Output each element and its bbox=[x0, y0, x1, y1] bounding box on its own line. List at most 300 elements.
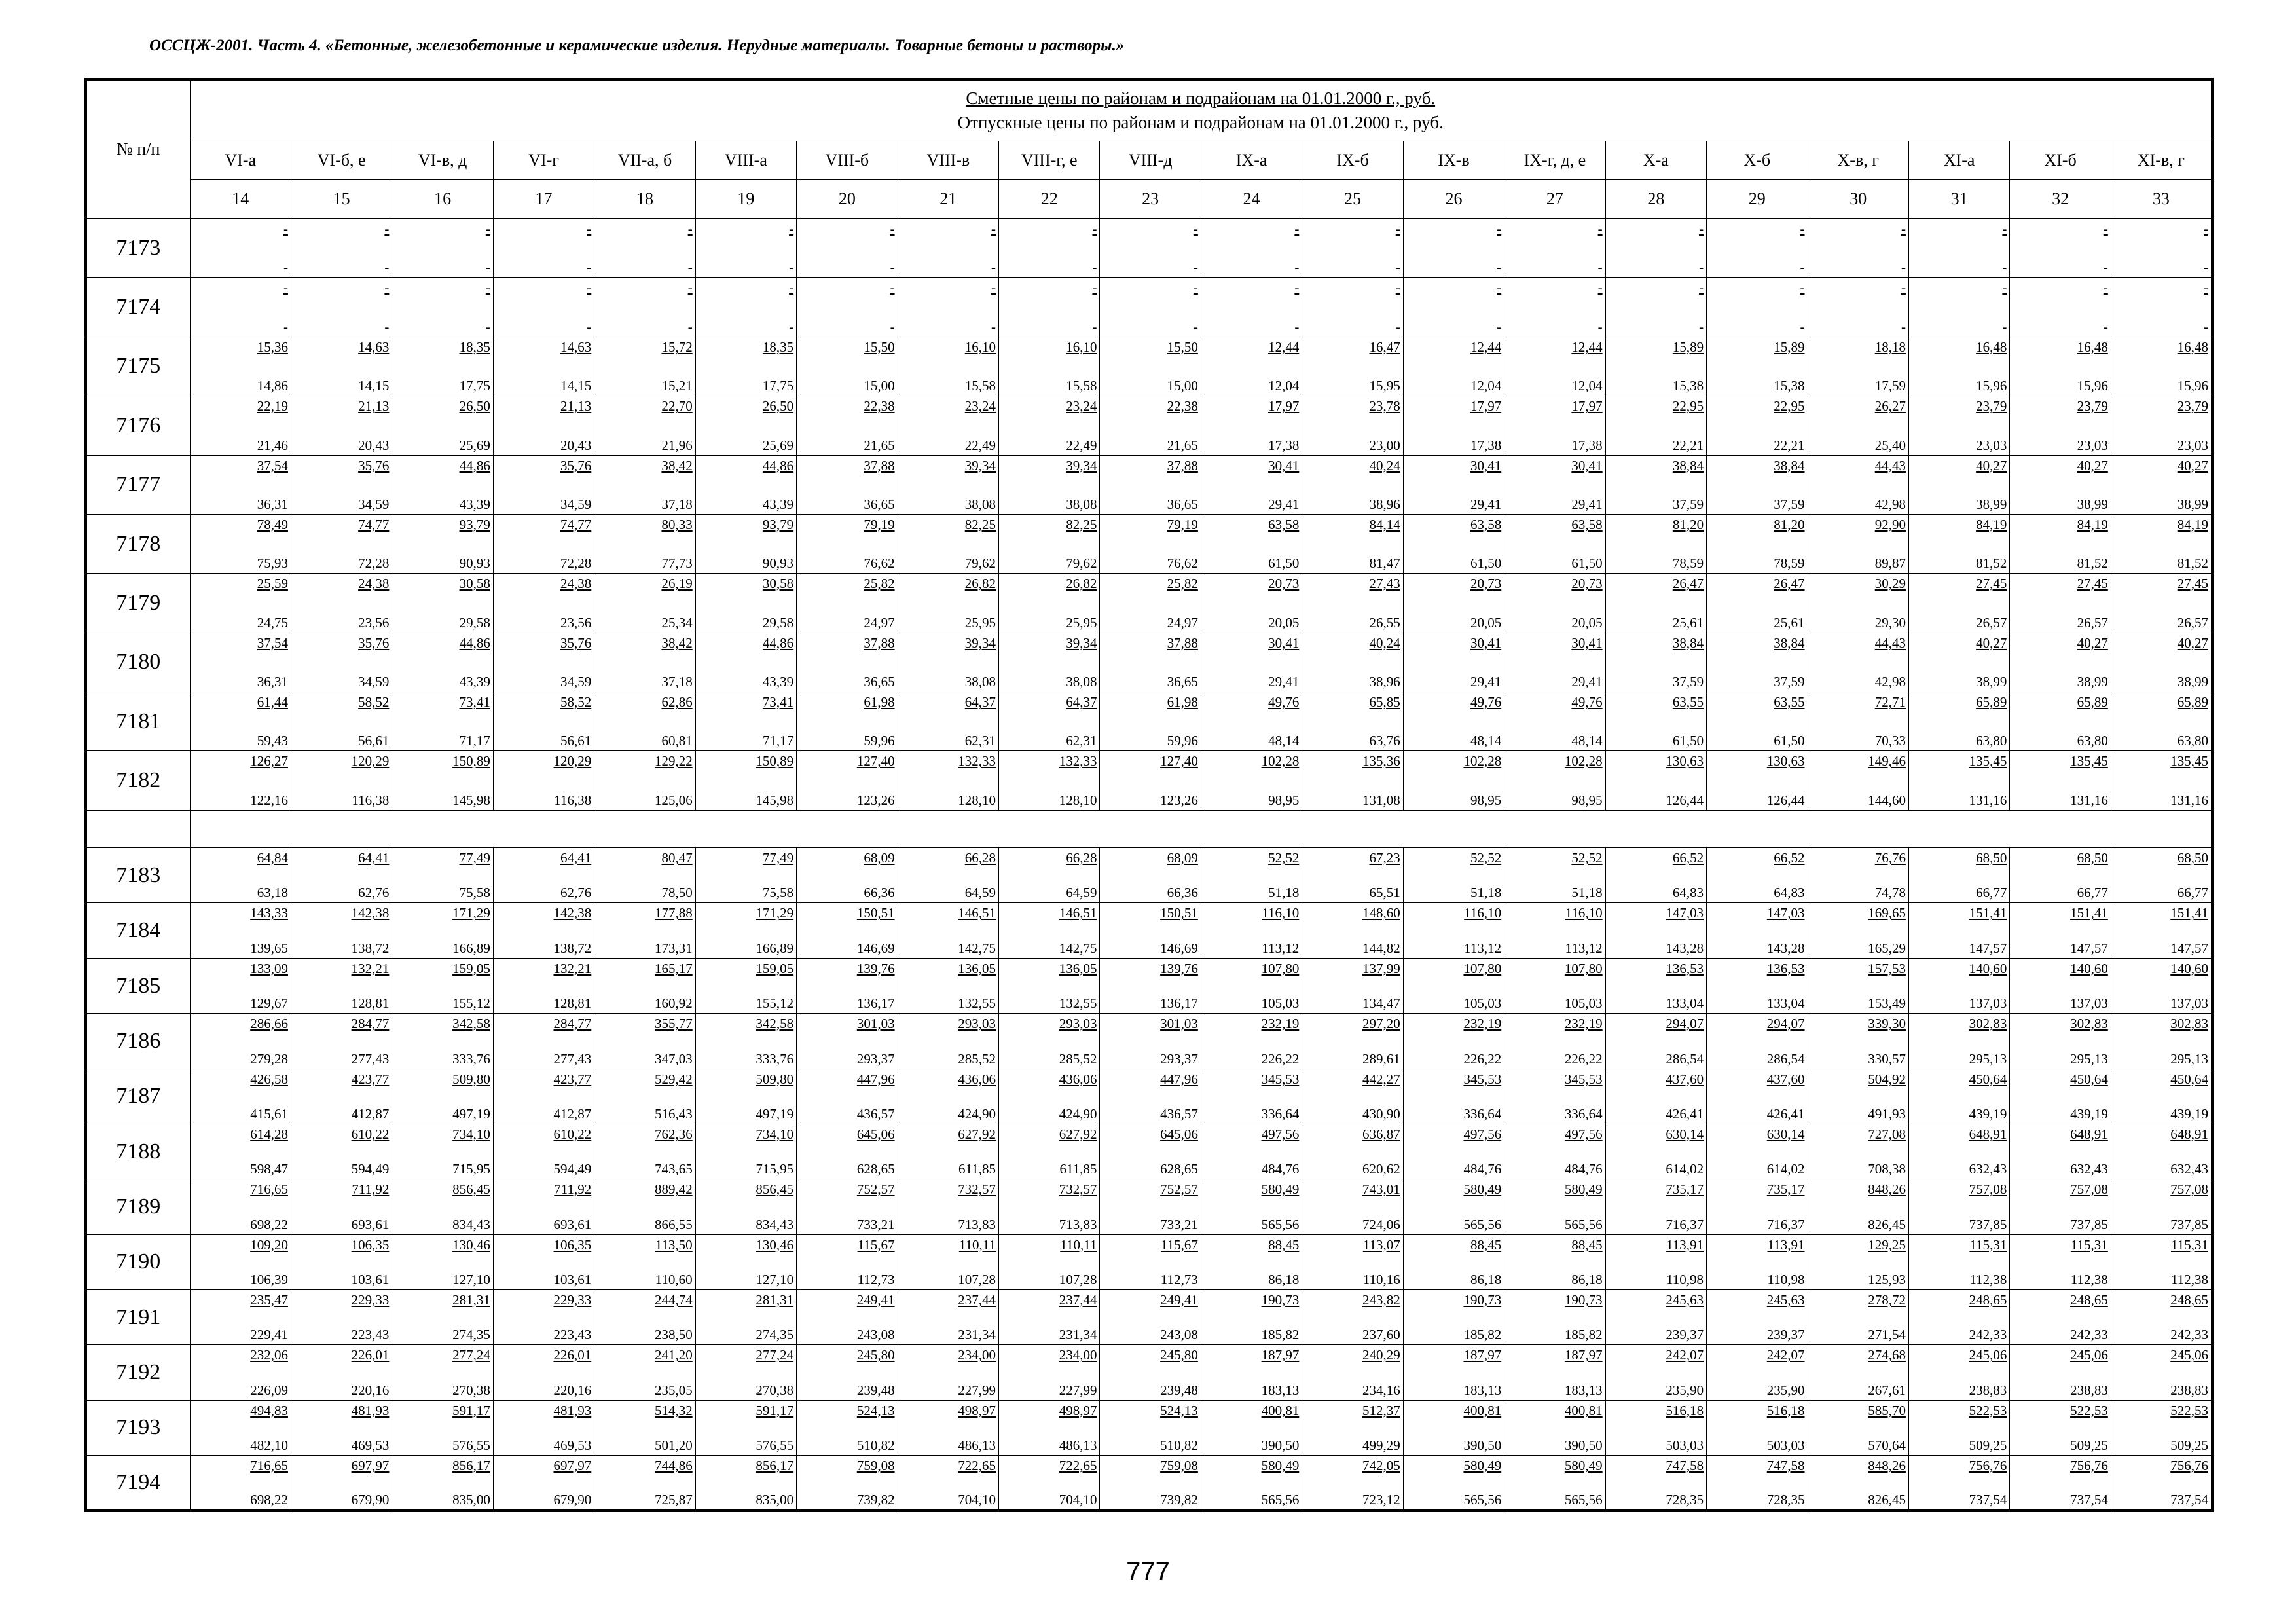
release-price: 835,00 bbox=[452, 1492, 490, 1507]
release-price: 37,59 bbox=[1774, 674, 1805, 690]
release-price: 486,13 bbox=[1059, 1437, 1097, 1454]
estimated-price: 113,07 bbox=[1362, 1236, 1400, 1253]
release-price: 390,50 bbox=[1261, 1437, 1300, 1454]
release-price: 23,56 bbox=[358, 614, 390, 631]
estimated-price: 610,22 bbox=[553, 1126, 592, 1142]
estimated-price: 648,91 bbox=[2070, 1126, 2108, 1142]
estimated-price: 15,72 bbox=[661, 339, 693, 355]
estimated-price: 25,59 bbox=[257, 576, 288, 592]
price-cell bbox=[695, 633, 796, 692]
estimated-price: 23,24 bbox=[1066, 398, 1097, 415]
release-price: 267,61 bbox=[1868, 1382, 1906, 1398]
price-cell bbox=[999, 903, 1100, 958]
price-cell bbox=[1707, 1014, 1808, 1069]
price-cell bbox=[1808, 1456, 1908, 1511]
price-cell bbox=[392, 278, 493, 337]
price-cell bbox=[594, 219, 695, 278]
price-cell bbox=[898, 903, 998, 958]
estimated-price: 63,58 bbox=[1571, 516, 1603, 532]
estimated-price: 302,83 bbox=[2170, 1016, 2208, 1032]
release-price: - bbox=[2204, 259, 2208, 276]
release-price: 110,16 bbox=[1362, 1272, 1400, 1287]
release-price: 113,12 bbox=[1464, 940, 1502, 956]
estimated-price: 65,85 bbox=[1369, 694, 1400, 710]
estimated-price: 245,06 bbox=[2070, 1347, 2108, 1363]
release-price: 36,65 bbox=[864, 496, 895, 512]
estimated-price: 23,79 bbox=[1976, 398, 2007, 415]
region-header: XI-б bbox=[2010, 141, 2111, 180]
estimated-price: - bbox=[1294, 280, 1300, 296]
release-price: 36,31 bbox=[257, 674, 288, 690]
price-cell bbox=[1707, 1290, 1808, 1345]
estimated-price: 345,53 bbox=[1261, 1071, 1300, 1087]
price-cell bbox=[1302, 1014, 1403, 1069]
estimated-price: 44,86 bbox=[762, 457, 794, 473]
estimated-price: 150,51 bbox=[1160, 905, 1198, 921]
price-cell bbox=[1605, 692, 1706, 751]
release-price: 183,13 bbox=[1564, 1382, 1603, 1398]
price-cell bbox=[898, 751, 998, 811]
estimated-price: 159,05 bbox=[452, 960, 490, 976]
release-price: 153,49 bbox=[1868, 995, 1906, 1012]
release-price: 286,54 bbox=[1666, 1050, 1704, 1067]
price-cell bbox=[1302, 958, 1403, 1013]
release-price: 76,62 bbox=[864, 555, 895, 572]
release-price: 725,87 bbox=[654, 1492, 693, 1507]
price-cell bbox=[493, 574, 594, 633]
estimated-price: 26,47 bbox=[1774, 576, 1805, 592]
column-number: 18 bbox=[594, 180, 695, 219]
price-cell bbox=[797, 396, 898, 455]
estimated-price: 140,60 bbox=[2070, 960, 2108, 976]
release-price: - bbox=[283, 318, 288, 335]
price-cell bbox=[2111, 574, 2212, 633]
price-cell bbox=[2010, 514, 2111, 573]
estimated-price: 732,57 bbox=[1059, 1181, 1097, 1198]
release-price: 64,59 bbox=[964, 885, 996, 901]
release-price: 128,10 bbox=[1059, 792, 1097, 808]
estimated-price: 580,49 bbox=[1463, 1458, 1502, 1474]
price-cell bbox=[2111, 1290, 2212, 1345]
price-cell bbox=[999, 1014, 1100, 1069]
release-price: 63,80 bbox=[1976, 733, 2007, 749]
price-cell bbox=[1908, 1456, 2009, 1511]
price-cell bbox=[695, 1290, 796, 1345]
table-row bbox=[86, 751, 2212, 811]
price-cell bbox=[493, 848, 594, 903]
price-cell bbox=[1605, 574, 1706, 633]
column-number: 20 bbox=[797, 180, 898, 219]
estimated-price: 88,45 bbox=[1268, 1236, 1300, 1253]
price-cell bbox=[291, 514, 392, 573]
release-price: 23,03 bbox=[1976, 437, 2007, 453]
price-cell bbox=[999, 337, 1100, 396]
estimated-price: 856,17 bbox=[452, 1458, 490, 1474]
release-price: 127,10 bbox=[452, 1272, 490, 1287]
release-price: 226,22 bbox=[1564, 1050, 1603, 1067]
release-price: 126,44 bbox=[1666, 792, 1704, 808]
price-cell bbox=[1605, 455, 1706, 514]
release-price: 17,38 bbox=[1470, 437, 1502, 453]
estimated-price: 630,14 bbox=[1766, 1126, 1805, 1142]
estimated-price: 66,52 bbox=[1672, 850, 1704, 866]
estimated-price: 30,41 bbox=[1571, 635, 1603, 651]
price-cell bbox=[898, 1345, 998, 1400]
release-price: 70,33 bbox=[1874, 733, 1906, 749]
estimated-price: 277,24 bbox=[756, 1347, 794, 1363]
estimated-price: 68,50 bbox=[2077, 850, 2108, 866]
release-price: 274,35 bbox=[452, 1327, 490, 1343]
estimated-price: 245,06 bbox=[2170, 1347, 2208, 1363]
release-price: 270,38 bbox=[756, 1382, 794, 1398]
estimated-price: 115,31 bbox=[1969, 1236, 2007, 1253]
release-price: 737,85 bbox=[2170, 1216, 2208, 1232]
estimated-price: 274,68 bbox=[1868, 1347, 1906, 1363]
estimated-price: - bbox=[789, 221, 794, 236]
release-price: 24,75 bbox=[257, 614, 288, 631]
release-price: 72,28 bbox=[358, 555, 390, 572]
release-price: 107,28 bbox=[958, 1272, 996, 1287]
estimated-price: 157,53 bbox=[1868, 960, 1906, 976]
estimated-price: 139,76 bbox=[856, 960, 895, 976]
estimated-price: - bbox=[485, 221, 490, 236]
estimated-price: 115,67 bbox=[1160, 1236, 1198, 1253]
price-cell bbox=[898, 1456, 998, 1511]
estimated-price: 235,47 bbox=[250, 1292, 288, 1308]
estimated-price: 242,07 bbox=[1666, 1347, 1704, 1363]
price-cell bbox=[1302, 633, 1403, 692]
release-price: 112,38 bbox=[2171, 1272, 2208, 1287]
release-price: 155,12 bbox=[756, 995, 794, 1012]
estimated-price: 284,77 bbox=[351, 1016, 390, 1032]
price-cell bbox=[1605, 1124, 1706, 1179]
release-price: 61,50 bbox=[1571, 555, 1603, 572]
estimated-price: 35,76 bbox=[560, 635, 592, 651]
column-number: 15 bbox=[291, 180, 392, 219]
price-cell bbox=[1100, 574, 1201, 633]
release-price: 128,10 bbox=[958, 792, 996, 808]
release-price: 123,26 bbox=[1160, 792, 1198, 808]
estimated-price: 423,77 bbox=[553, 1071, 592, 1087]
price-cell bbox=[1808, 396, 1908, 455]
price-cell bbox=[1302, 278, 1403, 337]
price-cell bbox=[999, 1124, 1100, 1179]
estimated-price: - bbox=[1497, 221, 1502, 236]
release-price: 155,12 bbox=[452, 995, 490, 1012]
estimated-price: 44,43 bbox=[1874, 635, 1906, 651]
price-cell bbox=[999, 1400, 1100, 1455]
release-price: 516,43 bbox=[654, 1105, 693, 1122]
release-price: 239,48 bbox=[1160, 1382, 1198, 1398]
release-price: 17,75 bbox=[459, 378, 490, 394]
release-price: 390,50 bbox=[1564, 1437, 1603, 1454]
release-price: 469,53 bbox=[553, 1437, 592, 1454]
release-price: 724,06 bbox=[1362, 1216, 1400, 1232]
estimated-price: 147,03 bbox=[1666, 905, 1704, 921]
release-price: 21,96 bbox=[661, 437, 693, 453]
release-price: 36,65 bbox=[1167, 674, 1198, 690]
estimated-price: 107,80 bbox=[1261, 960, 1300, 976]
estimated-price: 524,13 bbox=[856, 1402, 895, 1418]
estimated-price: 65,89 bbox=[2177, 694, 2208, 710]
estimated-price: 237,44 bbox=[1059, 1292, 1097, 1308]
release-price: 565,56 bbox=[1564, 1492, 1603, 1507]
price-cell bbox=[1504, 1234, 1605, 1289]
release-price: 36,65 bbox=[864, 674, 895, 690]
estimated-price: 115,67 bbox=[857, 1236, 895, 1253]
price-cell bbox=[2111, 751, 2212, 811]
release-price: 79,62 bbox=[964, 555, 996, 572]
price-cell bbox=[2111, 848, 2212, 903]
estimated-price: 136,53 bbox=[1766, 960, 1805, 976]
price-cell bbox=[2111, 455, 2212, 514]
price-cell bbox=[1808, 1400, 1908, 1455]
price-cell bbox=[1100, 1124, 1201, 1179]
price-cell bbox=[695, 1345, 796, 1400]
estimated-price: 135,45 bbox=[2070, 753, 2108, 769]
price-cell bbox=[1504, 751, 1605, 811]
estimated-price: 241,20 bbox=[654, 1347, 693, 1363]
estimated-price: 26,19 bbox=[661, 576, 693, 592]
estimated-price: 627,92 bbox=[1059, 1126, 1097, 1142]
price-cell bbox=[291, 848, 392, 903]
estimated-price: 355,77 bbox=[654, 1016, 693, 1032]
price-cell bbox=[493, 1234, 594, 1289]
price-cell bbox=[1908, 751, 2009, 811]
release-price: - bbox=[384, 318, 390, 335]
release-price: 503,03 bbox=[1666, 1437, 1704, 1454]
estimated-price: 109,20 bbox=[250, 1236, 288, 1253]
release-price: 220,16 bbox=[553, 1382, 592, 1398]
release-price: 34,59 bbox=[358, 496, 390, 512]
estimated-price: 35,76 bbox=[358, 635, 390, 651]
price-cell bbox=[1707, 396, 1808, 455]
release-price: 48,14 bbox=[1470, 733, 1502, 749]
estimated-price: 26,50 bbox=[459, 398, 490, 415]
release-price: 62,31 bbox=[964, 733, 996, 749]
estimated-price: 294,07 bbox=[1666, 1016, 1704, 1032]
price-cell bbox=[797, 1290, 898, 1345]
price-cell bbox=[797, 903, 898, 958]
price-cell bbox=[1302, 574, 1403, 633]
estimated-price: 15,89 bbox=[1774, 339, 1805, 355]
price-cell bbox=[999, 278, 1100, 337]
estimated-price: 240,29 bbox=[1362, 1347, 1400, 1363]
price-cell bbox=[1201, 278, 1302, 337]
estimated-price: 65,89 bbox=[1976, 694, 2007, 710]
estimated-price: 30,41 bbox=[1268, 635, 1300, 651]
price-cell bbox=[594, 1345, 695, 1400]
price-cell bbox=[291, 633, 392, 692]
estimated-price: - bbox=[1699, 280, 1704, 296]
release-price: 611,85 bbox=[1059, 1161, 1097, 1177]
release-price: 22,21 bbox=[1774, 437, 1805, 453]
price-cell bbox=[1201, 848, 1302, 903]
release-price: 289,61 bbox=[1362, 1050, 1400, 1067]
release-price: 723,12 bbox=[1362, 1492, 1400, 1507]
estimated-price: 756,76 bbox=[2170, 1458, 2208, 1474]
release-price: 133,04 bbox=[1766, 995, 1805, 1012]
release-price: 66,77 bbox=[2077, 885, 2108, 901]
estimated-price: 102,28 bbox=[1463, 753, 1502, 769]
price-cell bbox=[190, 1400, 291, 1455]
estimated-price: - bbox=[1193, 280, 1198, 296]
release-price: - bbox=[1294, 259, 1300, 276]
release-price: 98,95 bbox=[1470, 792, 1502, 808]
row-number: 7186 bbox=[86, 1014, 190, 1069]
price-cell bbox=[999, 848, 1100, 903]
estimated-price: 140,60 bbox=[1969, 960, 2007, 976]
price-cell bbox=[2010, 633, 2111, 692]
price-cell bbox=[1808, 1124, 1908, 1179]
estimated-price: 856,45 bbox=[756, 1181, 794, 1198]
estimated-price: 30,58 bbox=[459, 576, 490, 592]
release-price: 37,59 bbox=[1672, 674, 1704, 690]
estimated-price: 149,46 bbox=[1868, 753, 1906, 769]
price-cell bbox=[999, 633, 1100, 692]
price-cell bbox=[695, 396, 796, 455]
release-price: 105,03 bbox=[1463, 995, 1502, 1012]
estimated-price: 756,76 bbox=[2070, 1458, 2108, 1474]
estimated-price: 756,76 bbox=[1969, 1458, 2007, 1474]
region-header: X-а bbox=[1605, 141, 1706, 180]
price-cell bbox=[695, 1014, 796, 1069]
estimated-price: - bbox=[1193, 221, 1198, 236]
release-price: 147,57 bbox=[2170, 940, 2208, 956]
table-row bbox=[86, 633, 2212, 692]
estimated-price: 437,60 bbox=[1766, 1071, 1805, 1087]
price-cell bbox=[1605, 1290, 1706, 1345]
estimated-price: 84,19 bbox=[1976, 516, 2007, 532]
release-price: 17,38 bbox=[1268, 437, 1300, 453]
price-cell bbox=[291, 1069, 392, 1124]
estimated-price: 82,25 bbox=[1066, 516, 1097, 532]
price-cell bbox=[2111, 337, 2212, 396]
estimated-price: 524,13 bbox=[1160, 1402, 1198, 1418]
estimated-price: 400,81 bbox=[1463, 1402, 1502, 1418]
release-price: 426,41 bbox=[1766, 1105, 1805, 1122]
price-cell bbox=[1302, 1179, 1403, 1234]
price-cell bbox=[797, 1400, 898, 1455]
estimated-price: 281,31 bbox=[756, 1292, 794, 1308]
estimated-price: 497,56 bbox=[1463, 1126, 1502, 1142]
release-price: 78,59 bbox=[1672, 555, 1704, 572]
release-price: 491,93 bbox=[1868, 1105, 1906, 1122]
price-cell bbox=[1605, 1400, 1706, 1455]
estimated-price: - bbox=[1901, 280, 1906, 296]
price-cell bbox=[2010, 1290, 2111, 1345]
estimated-price: 52,52 bbox=[1470, 850, 1502, 866]
release-price: - bbox=[587, 318, 592, 335]
price-cell bbox=[392, 1124, 493, 1179]
estimated-price: 133,09 bbox=[250, 960, 288, 976]
price-cell bbox=[1403, 514, 1504, 573]
estimated-price: 37,88 bbox=[864, 457, 895, 473]
release-price: 78,50 bbox=[661, 885, 693, 901]
row-number: 7177 bbox=[86, 455, 190, 514]
estimated-price: 22,95 bbox=[1672, 398, 1704, 415]
price-cell bbox=[493, 219, 594, 278]
price-cell bbox=[594, 958, 695, 1013]
estimated-price: 697,97 bbox=[553, 1458, 592, 1474]
price-cell bbox=[1403, 1014, 1504, 1069]
release-price: 86,18 bbox=[1268, 1272, 1300, 1287]
estimated-price: 76,76 bbox=[1874, 850, 1906, 866]
price-cell bbox=[2010, 751, 2111, 811]
release-price: 594,49 bbox=[553, 1161, 592, 1177]
estimated-price: 84,19 bbox=[2177, 516, 2208, 532]
release-price: 238,83 bbox=[1969, 1382, 2007, 1398]
release-price: 98,95 bbox=[1571, 792, 1603, 808]
release-price: 77,73 bbox=[661, 555, 693, 572]
price-cell bbox=[594, 1290, 695, 1345]
price-cell bbox=[1403, 751, 1504, 811]
estimated-price: 27,43 bbox=[1369, 576, 1400, 592]
price-cell bbox=[1302, 1290, 1403, 1345]
estimated-price: 522,53 bbox=[2070, 1402, 2108, 1418]
estimated-price: 243,82 bbox=[1362, 1292, 1400, 1308]
column-number-row bbox=[86, 180, 2212, 219]
release-price: 223,43 bbox=[351, 1327, 390, 1343]
price-cell bbox=[493, 396, 594, 455]
release-price: 71,17 bbox=[762, 733, 794, 749]
column-number: 21 bbox=[898, 180, 998, 219]
estimated-price: 88,45 bbox=[1470, 1236, 1502, 1253]
release-price: 66,36 bbox=[864, 885, 895, 901]
price-cell bbox=[1302, 514, 1403, 573]
estimated-price: - bbox=[1092, 280, 1097, 296]
estimated-price: 136,05 bbox=[1059, 960, 1097, 976]
estimated-price: 580,49 bbox=[1261, 1458, 1300, 1474]
price-cell bbox=[695, 1124, 796, 1179]
price-cell bbox=[1504, 396, 1605, 455]
price-cell bbox=[1201, 751, 1302, 811]
release-price: 29,41 bbox=[1268, 496, 1300, 512]
price-cell bbox=[190, 1456, 291, 1511]
estimated-price: 143,33 bbox=[250, 905, 288, 921]
estimated-price: 744,86 bbox=[654, 1458, 693, 1474]
estimated-price: - bbox=[1497, 280, 1502, 296]
release-price: 565,56 bbox=[1261, 1216, 1300, 1232]
price-cell bbox=[2010, 1234, 2111, 1289]
table-row bbox=[86, 903, 2212, 958]
estimated-price: 137,99 bbox=[1362, 960, 1400, 976]
price-cell bbox=[493, 1345, 594, 1400]
estimated-price: 636,87 bbox=[1362, 1126, 1400, 1142]
price-cell bbox=[1808, 958, 1908, 1013]
estimated-price: 132,21 bbox=[553, 960, 592, 976]
release-price: 147,57 bbox=[2070, 940, 2108, 956]
estimated-price: 38,84 bbox=[1774, 457, 1805, 473]
price-cell bbox=[898, 396, 998, 455]
price-cell bbox=[1605, 1345, 1706, 1400]
estimated-price: 26,82 bbox=[964, 576, 996, 592]
release-price: 42,98 bbox=[1874, 496, 1906, 512]
estimated-price: 734,10 bbox=[756, 1126, 794, 1142]
release-price: 63,80 bbox=[2177, 733, 2208, 749]
price-cell bbox=[291, 1400, 392, 1455]
estimated-price: 14,63 bbox=[358, 339, 390, 355]
price-cell bbox=[797, 219, 898, 278]
price-cell bbox=[291, 455, 392, 514]
price-cell bbox=[392, 751, 493, 811]
estimated-price: 17,97 bbox=[1470, 398, 1502, 415]
release-price: - bbox=[1395, 259, 1400, 276]
row-number: 7187 bbox=[86, 1069, 190, 1124]
column-number: 22 bbox=[999, 180, 1100, 219]
price-cell bbox=[1504, 455, 1605, 514]
column-number: 24 bbox=[1201, 180, 1302, 219]
